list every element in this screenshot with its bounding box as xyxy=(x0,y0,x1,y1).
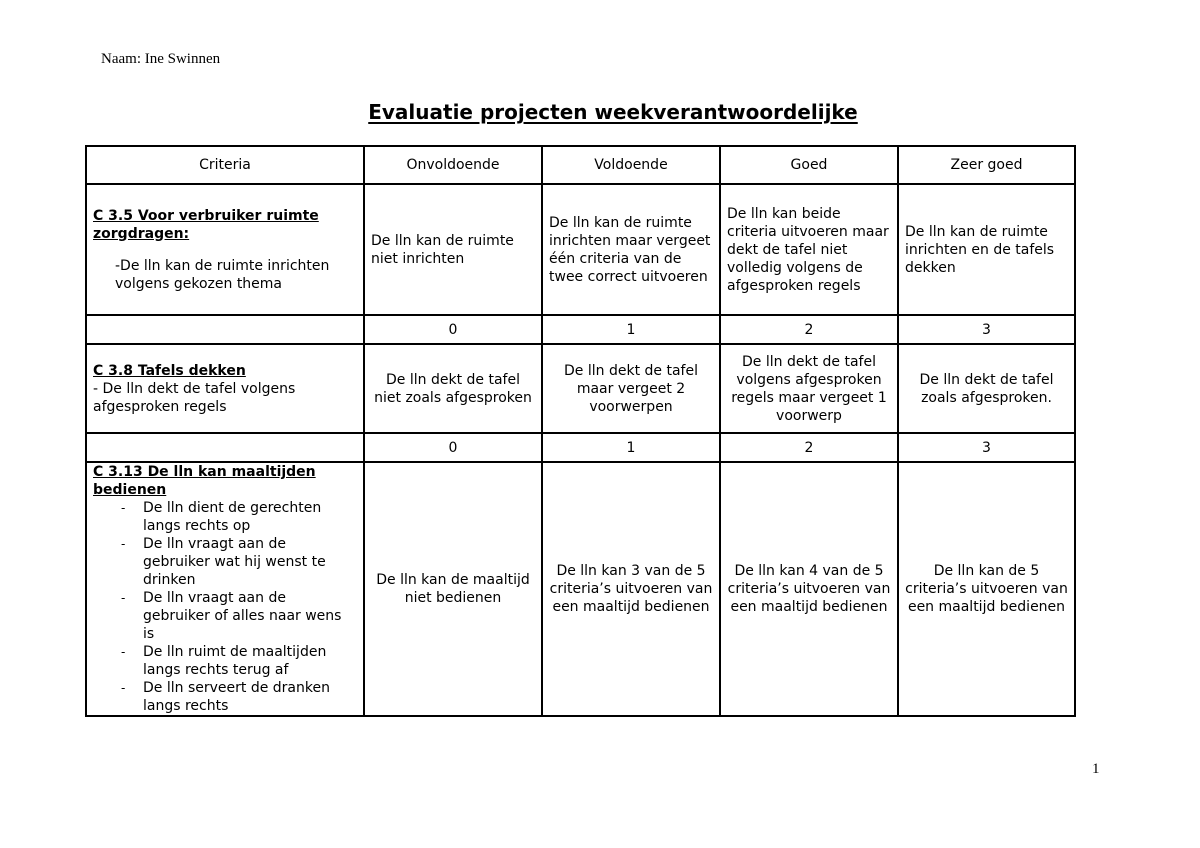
criterion-cell xyxy=(86,462,364,716)
column-header-goed: Goed xyxy=(720,146,898,184)
table-row xyxy=(86,462,1075,716)
score-row xyxy=(86,433,1075,462)
criterion-description: -De lln kan de ruimte inrichten volgens gekozen thema xyxy=(115,257,330,292)
column-header-voldoende: Voldoende xyxy=(542,146,720,184)
level-cell-voldoende: De lln kan de ruimte inrichten maar vergeet één criteria van de twee correct uitvoeren xyxy=(542,184,720,315)
table-row xyxy=(86,344,1075,433)
score-cell-empty xyxy=(86,315,364,344)
level-cell-zeer-goed: De lln kan de 5 criteria’s uitvoeren van een maaltijd bedienen xyxy=(898,462,1075,716)
table-header-row xyxy=(86,146,1075,184)
score-cell: 3 xyxy=(898,433,1075,462)
criterion-list xyxy=(93,499,357,715)
criterion-title: C 3.8 Tafels dekken xyxy=(93,362,246,379)
level-cell-onvoldoende: De lln kan de maaltijd niet bedienen xyxy=(364,462,542,716)
evaluation-rubric-table xyxy=(85,145,1076,717)
criterion-title: C 3.13 De lln kan maaltijden bedienen xyxy=(93,464,316,498)
list-item: - De lln serveert de dranken langs rechts xyxy=(121,679,357,715)
list-item: - De lln dient de gerechten langs rechts op xyxy=(121,499,357,535)
score-cell-empty xyxy=(86,433,364,462)
document-title: Evaluatie projecten weekverantwoordelijke xyxy=(368,100,858,124)
column-header-onvoldoende: Onvoldoende xyxy=(364,146,542,184)
score-cell: 1 xyxy=(542,315,720,344)
score-row xyxy=(86,315,1075,344)
level-cell-voldoende: De lln kan 3 van de 5 criteria’s uitvoeren van een maaltijd bedienen xyxy=(542,462,720,716)
level-cell-goed: De lln dekt de tafel volgens afgesproken regels maar vergeet 1 voorwerp xyxy=(720,344,898,433)
level-cell-onvoldoende: De lln dekt de tafel niet zoals afgesproken xyxy=(364,344,542,433)
column-header-zeer-goed: Zeer goed xyxy=(898,146,1075,184)
student-name: Naam: Ine Swinnen xyxy=(101,51,221,67)
criterion-description: - De lln dekt de tafel volgens afgesproken regels xyxy=(93,380,296,415)
score-cell: 1 xyxy=(542,433,720,462)
criterion-title: C 3.5 Voor verbruiker ruimte zorgdragen: xyxy=(93,207,319,242)
criterion-cell xyxy=(86,344,364,433)
level-cell-zeer-goed: De lln kan de ruimte inrichten en de tafels dekken xyxy=(898,184,1075,315)
level-cell-zeer-goed: De lln dekt de tafel zoals afgesproken. xyxy=(898,344,1075,433)
score-cell: 0 xyxy=(364,433,542,462)
page-number: 1 xyxy=(1092,761,1100,777)
column-header-criteria: Criteria xyxy=(86,146,364,184)
list-item: - De lln ruimt de maaltijden langs rechts terug af xyxy=(121,643,357,679)
level-cell-voldoende: De lln dekt de tafel maar vergeet 2 voorwerpen xyxy=(542,344,720,433)
level-cell-goed: De lln kan beide criteria uitvoeren maar dekt de tafel niet volledig volgens de afgesproken regels xyxy=(720,184,898,315)
score-cell: 2 xyxy=(720,433,898,462)
score-cell: 0 xyxy=(364,315,542,344)
level-cell-onvoldoende: De lln kan de ruimte niet inrichten xyxy=(364,184,542,315)
level-cell-goed: De lln kan 4 van de 5 criteria’s uitvoeren van een maaltijd bedienen xyxy=(720,462,898,716)
table-row xyxy=(86,184,1075,315)
list-item: - De lln vraagt aan de gebruiker wat hij wenst te drinken xyxy=(121,535,357,589)
score-cell: 3 xyxy=(898,315,1075,344)
criterion-cell xyxy=(86,184,364,315)
score-cell: 2 xyxy=(720,315,898,344)
list-item: - De lln vraagt aan de gebruiker of alles naar wens is xyxy=(121,589,357,643)
